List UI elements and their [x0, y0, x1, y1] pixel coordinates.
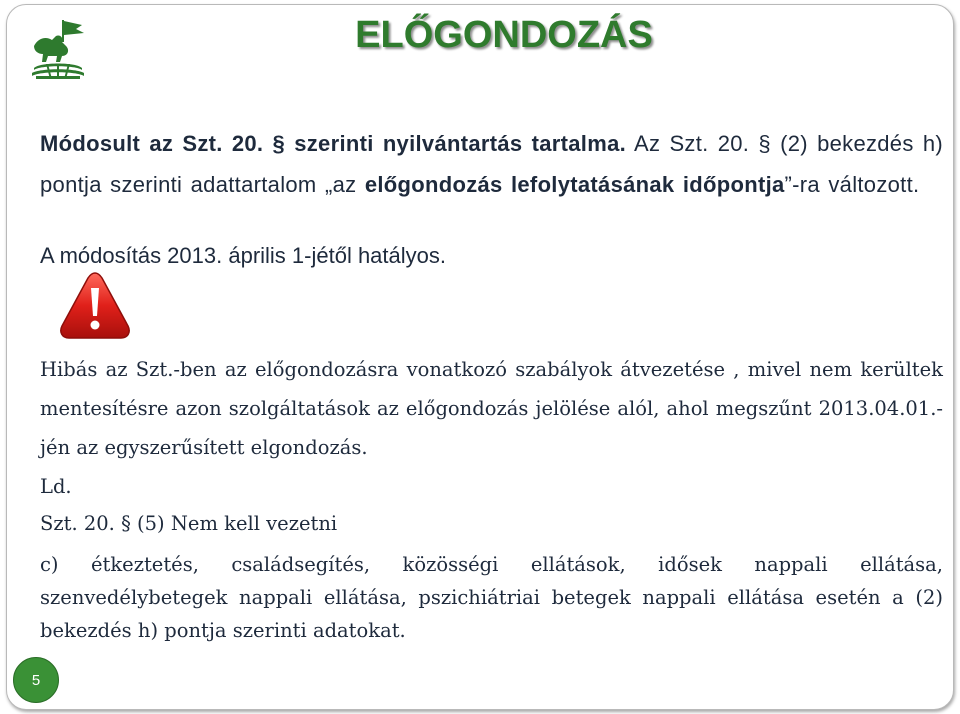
modification-heading: Módosult az Szt. 20. § szerinti nyilvántartás tartalma. [40, 131, 627, 156]
see-also-label: Ld. [40, 475, 72, 498]
law-excerpt-paragraph: c) étkeztetés, családsegítés, közösségi ellátások, idősek nappali ellátása, szenvedélybetegek nappali ellátása, pszichiátriai betegek nappali ellátása esetén a (2) bekezdés h) pontja szerinti adatokat. [40, 553, 943, 642]
highlighted-term: előgondozás lefolytatásának időpontja [364, 172, 785, 197]
page-title: ELŐGONDOZÁS [355, 14, 653, 56]
warning-exclamation-icon [58, 270, 132, 342]
modification-paragraph: Módosult az Szt. 20. § szerinti nyilvántartás tartalma. Az Szt. 20. § (2) bekezdés h) pontja szerinti adattartalom „az előgondozás lefolytatásának időpontja”-ra változott. [40, 131, 943, 197]
page-number-badge: 5 [13, 657, 59, 703]
error-note-paragraph: Hibás az Szt.-ben az előgondozásra vonatkozó szabályok átvezetése , mivel nem kerültek mentesítésre azon szolgáltatások az előgondozás jelölése alól, ahol megszűnt 2013.04.01.-jén az egyszerűsített elgondozás. Ld. [40, 358, 943, 498]
effective-date-text: A módosítás 2013. április 1-jétől hatályos. [40, 243, 447, 268]
law-reference-text: Szt. 20. § (5) Nem kell vezetni [40, 512, 338, 535]
